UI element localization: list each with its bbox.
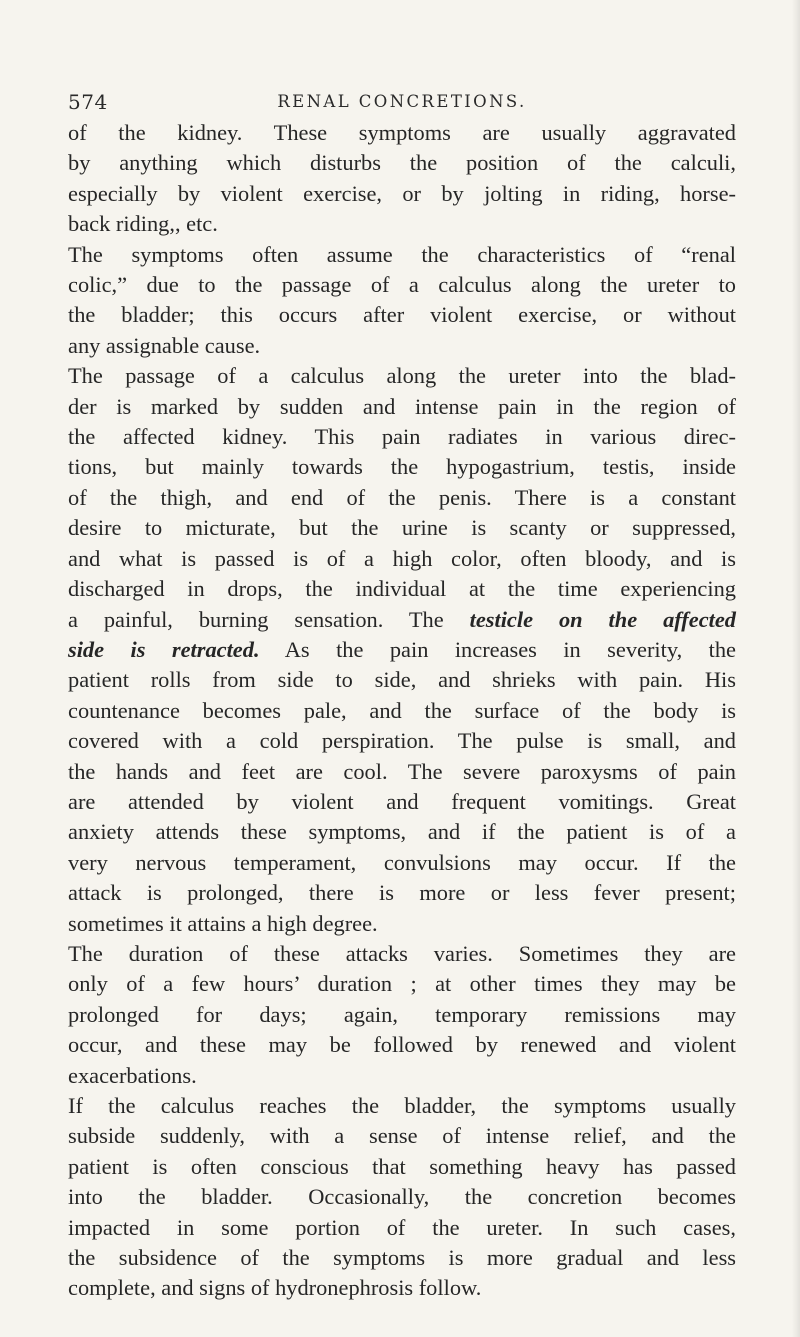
text-line: der is marked by sudden and intense pain in the region of [68, 393, 736, 419]
text-line: sometimes it attains a high degree. [68, 910, 378, 936]
text-line: anxiety attends these symptoms, and if the patient is of a [68, 819, 736, 845]
text-fragment: As the pain increases in severity, the [284, 636, 736, 662]
text-line: countenance becomes pale, and the surface of the body is [68, 697, 736, 723]
text-line: colic,” due to the passage of a calculus along the ureter to [68, 272, 736, 298]
text-line: covered with a cold perspiration. The pulse is small, and [68, 728, 736, 754]
page-number: 574 [68, 90, 108, 114]
italic-phrase: side is retracted. [68, 636, 260, 662]
text-line: desire to micturate, but the urine is scanty or suppressed, [68, 515, 736, 541]
running-head [68, 90, 736, 118]
text-line: the bladder; this occurs after violent exercise, or without [68, 302, 736, 328]
text-line: discharged in drops, the individual at the time experiencing [68, 576, 736, 602]
page-edge-shadow [792, 0, 800, 1337]
text-line: impacted in some portion of the ureter. In such cases, [68, 1214, 736, 1240]
text-line: tions, but mainly towards the hypogastrium, testis, inside [68, 454, 736, 480]
text-line [68, 635, 736, 665]
text-line: back riding,, etc. [68, 211, 218, 237]
text-line: exacerbations. [68, 1062, 197, 1088]
text-line: and what is passed is of a high color, often bloody, and is [68, 545, 736, 571]
text-line: any assignable cause. [68, 332, 261, 358]
text-line: occur, and these may be followed by renewed and violent [68, 1032, 736, 1058]
text-line [68, 605, 736, 635]
text-line: the affected kidney. This pain radiates in various direc- [68, 424, 736, 450]
text-line: are attended by violent and frequent vomitings. Great [68, 788, 736, 814]
text-line: patient rolls from side to side, and shrieks with pain. His [68, 667, 736, 693]
text-line: only of a few hours’ duration ; at other times they may be [68, 971, 736, 997]
text-line: into the bladder. Occasionally, the concretion becomes [68, 1184, 736, 1210]
text-line: attack is prolonged, there is more or less fever present; [68, 880, 736, 906]
text-line: by anything which disturbs the position of the calculi, [68, 150, 736, 176]
text-line: If the calculus reaches the bladder, the symptoms usually [68, 1093, 736, 1118]
body-text [68, 118, 736, 1304]
text-line: especially by violent exercise, or by jolting in riding, horse- [68, 180, 736, 206]
text-line: The passage of a calculus along the ureter into the blad- [68, 363, 736, 389]
italic-phrase: testicle on the affected [469, 606, 736, 632]
text-line: subside suddenly, with a sense of intense relief, and the [68, 1123, 736, 1149]
text-line: of the thigh, and end of the penis. There is a constant [68, 484, 736, 510]
text-line: of the kidney. These symptoms are usually aggravated [68, 120, 736, 145]
text-line: the hands and feet are cool. The severe paroxysms of pain [68, 758, 736, 784]
text-line: complete, and signs of hydronephrosis follow. [68, 1275, 482, 1301]
text-fragment: a painful, burning sensation. The [68, 606, 444, 632]
running-title: RENAL CONCRETIONS. [277, 92, 527, 111]
text-line: The symptoms often assume the characteristics of “renal [68, 241, 736, 267]
text-line: very nervous temperament, convulsions may occur. If the [68, 849, 736, 875]
text-line: The duration of these attacks varies. Sometimes they are [68, 940, 736, 966]
text-line: patient is often conscious that something heavy has passed [68, 1153, 736, 1179]
text-line: the subsidence of the symptoms is more gradual and less [68, 1245, 736, 1271]
text-line: prolonged for days; again, temporary remissions may [68, 1001, 736, 1027]
